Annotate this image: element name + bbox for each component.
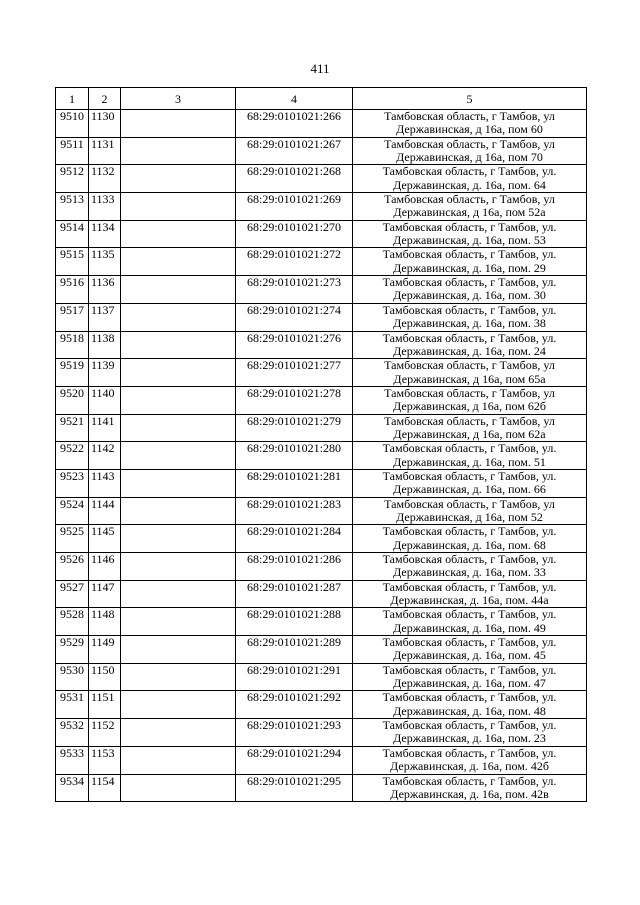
address-line-2: Державинская, д. 16а, пом. 66: [393, 482, 546, 497]
address-line-1: Тамбовская область, г Тамбов, ул: [384, 358, 555, 373]
address-line-1: Тамбовская область, г Тамбов, ул.: [382, 580, 557, 594]
row-number-cell: 9532: [56, 719, 89, 747]
address-line-2: Державинская, д. 16а, пом. 24: [393, 343, 546, 358]
address-line-2: Державинская, д. 16а, пом. 64: [393, 177, 546, 192]
empty-cell: [121, 525, 236, 553]
address-cell: [353, 248, 587, 276]
address-cell: [353, 137, 587, 165]
registry-number-cell: 1142: [89, 442, 121, 470]
address-line-2: Державинская, д. 16а, пом. 38: [393, 316, 546, 331]
table-header-row: [56, 88, 587, 110]
table-row: [56, 220, 587, 248]
empty-cell: [121, 663, 236, 691]
address-line-1: Тамбовская область, г Тамбов, ул.: [382, 524, 557, 539]
address-line-1: Тамбовская область, г Тамбов, ул.: [382, 220, 557, 234]
table-row: [56, 276, 587, 304]
address-cell: [353, 386, 587, 414]
address-line-1: Тамбовская область, г Тамбов, ул: [384, 497, 555, 511]
empty-cell: [121, 497, 236, 525]
table-body: [56, 110, 587, 802]
table-row: [56, 497, 587, 525]
cadastral-number-cell: 68:29:0101021:269: [236, 193, 353, 221]
row-number-cell: 9534: [56, 774, 89, 802]
cadastral-number-cell: 68:29:0101021:279: [236, 414, 353, 442]
empty-cell: [121, 110, 236, 138]
address-line-1: Тамбовская область, г Тамбов, ул.: [382, 774, 557, 788]
address-line-1: Тамбовская область, г Тамбов, ул.: [382, 690, 557, 705]
empty-cell: [121, 719, 236, 747]
empty-cell: [121, 276, 236, 304]
address-cell: [353, 525, 587, 553]
address-line-2: Державинская, д. 16а, пом. 48: [393, 703, 546, 718]
property-registry-table: [55, 87, 587, 802]
row-number-cell: 9520: [56, 386, 89, 414]
cadastral-number-cell: 68:29:0101021:283: [236, 497, 353, 525]
table-row: [56, 442, 587, 470]
row-number-cell: 9516: [56, 276, 89, 304]
cadastral-number-cell: 68:29:0101021:274: [236, 303, 353, 331]
address-line-2: Державинская, д 16а, пом 62б: [393, 399, 546, 414]
address-line-1: Тамбовская область, г Тамбов, ул.: [382, 275, 557, 290]
registry-number-cell: 1148: [89, 608, 121, 636]
address-line-1: Тамбовская область, г Тамбов, ул: [384, 109, 555, 123]
address-cell: [353, 636, 587, 664]
address-cell: [353, 663, 587, 691]
cadastral-number-cell: 68:29:0101021:287: [236, 580, 353, 608]
row-number-cell: 9517: [56, 303, 89, 331]
cadastral-number-cell: 68:29:0101021:292: [236, 691, 353, 719]
cadastral-number-cell: 68:29:0101021:293: [236, 719, 353, 747]
cadastral-number-cell: 68:29:0101021:276: [236, 331, 353, 359]
row-number-cell: 9526: [56, 553, 89, 581]
table-row: [56, 525, 587, 553]
address-line-1: Тамбовская область, г Тамбов, ул.: [382, 247, 557, 262]
address-line-1: Тамбовская область, г Тамбов, ул.: [382, 164, 557, 179]
table-row: [56, 636, 587, 664]
empty-cell: [121, 220, 236, 248]
address-line-1: Тамбовская область, г Тамбов, ул: [384, 414, 555, 428]
registry-number-cell: 1136: [89, 276, 121, 304]
registry-number-cell: 1149: [89, 636, 121, 664]
address-cell: [353, 746, 587, 774]
cadastral-number-cell: 68:29:0101021:288: [236, 608, 353, 636]
address-line-2: Державинская, д 16а, пом 60: [396, 122, 543, 137]
empty-cell: [121, 359, 236, 387]
address-line-2: Державинская, д 16а, пом 65а: [393, 371, 546, 386]
registry-number-cell: 1137: [89, 303, 121, 331]
registry-number-cell: 1152: [89, 719, 121, 747]
address-line-2: Державинская, д. 16а, пом. 45: [393, 648, 546, 663]
table-row: [56, 193, 587, 221]
row-number-cell: 9519: [56, 359, 89, 387]
cadastral-number-cell: 68:29:0101021:267: [236, 137, 353, 165]
cadastral-number-cell: 68:29:0101021:273: [236, 276, 353, 304]
registry-number-cell: 1144: [89, 497, 121, 525]
registry-number-cell: 1154: [89, 774, 121, 802]
registry-number-cell: 1141: [89, 414, 121, 442]
column-header-2: 2: [89, 88, 121, 110]
table-row: [56, 746, 587, 774]
registry-number-cell: 1150: [89, 663, 121, 691]
row-number-cell: 9510: [56, 110, 89, 138]
table-row: [56, 359, 587, 387]
cadastral-number-cell: 68:29:0101021:284: [236, 525, 353, 553]
table-row: [56, 580, 587, 608]
empty-cell: [121, 331, 236, 359]
table-row: [56, 774, 587, 802]
address-line-1: Тамбовская область, г Тамбов, ул.: [382, 552, 557, 566]
registry-number-cell: 1145: [89, 525, 121, 553]
address-line-1: Тамбовская область, г Тамбов, ул.: [382, 663, 557, 677]
row-number-cell: 9522: [56, 442, 89, 470]
row-number-cell: 9528: [56, 608, 89, 636]
address-cell: [353, 110, 587, 138]
address-line-2: Державинская, д. 16а, пом. 30: [393, 288, 546, 303]
empty-cell: [121, 165, 236, 193]
address-line-2: Державинская, д 16а, пом 52а: [393, 205, 546, 220]
column-header-5: 5: [353, 88, 587, 110]
empty-cell: [121, 636, 236, 664]
address-line-2: Державинская, д. 16а, пом. 42в: [390, 786, 549, 801]
row-number-cell: 9523: [56, 469, 89, 497]
row-number-cell: 9512: [56, 165, 89, 193]
address-cell: [353, 276, 587, 304]
empty-cell: [121, 414, 236, 442]
row-number-cell: 9531: [56, 691, 89, 719]
address-cell: [353, 165, 587, 193]
address-line-2: Державинская, д. 16а, пом. 68: [393, 537, 546, 552]
registry-number-cell: 1143: [89, 469, 121, 497]
registry-number-cell: 1139: [89, 359, 121, 387]
table-row: [56, 110, 587, 138]
empty-cell: [121, 137, 236, 165]
table-row: [56, 331, 587, 359]
empty-cell: [121, 193, 236, 221]
empty-cell: [121, 386, 236, 414]
address-line-2: Державинская, д. 16а, пом. 29: [393, 260, 546, 275]
cadastral-number-cell: 68:29:0101021:295: [236, 774, 353, 802]
registry-number-cell: 1133: [89, 193, 121, 221]
table-row: [56, 719, 587, 747]
empty-cell: [121, 469, 236, 497]
cadastral-number-cell: 68:29:0101021:277: [236, 359, 353, 387]
row-number-cell: 9529: [56, 636, 89, 664]
cadastral-number-cell: 68:29:0101021:268: [236, 165, 353, 193]
table-row: [56, 137, 587, 165]
address-line-2: Державинская, д 16а, пом 62а: [393, 426, 546, 441]
address-cell: [353, 220, 587, 248]
address-line-1: Тамбовская область, г Тамбов, ул.: [382, 718, 557, 733]
empty-cell: [121, 553, 236, 581]
table-row: [56, 553, 587, 581]
address-line-1: Тамбовская область, г Тамбов, ул: [384, 386, 555, 400]
address-line-1: Тамбовская область, г Тамбов, ул.: [382, 303, 557, 317]
address-line-2: Державинская, д. 16а, пом. 23: [393, 731, 546, 746]
row-number-cell: 9513: [56, 193, 89, 221]
row-number-cell: 9514: [56, 220, 89, 248]
row-number-cell: 9521: [56, 414, 89, 442]
table-row: [56, 248, 587, 276]
address-line-1: Тамбовская область, г Тамбов, ул.: [382, 635, 557, 650]
address-line-2: Державинская, д. 16а, пом. 47: [393, 676, 546, 691]
address-line-2: Державинская, д. 16а, пом. 49: [393, 620, 546, 635]
column-header-3: 3: [121, 88, 236, 110]
address-line-2: Державинская, д 16а, пом 70: [396, 150, 543, 165]
address-line-1: Тамбовская область, г Тамбов, ул: [384, 137, 555, 151]
address-line-1: Тамбовская область, г Тамбов, ул.: [382, 331, 557, 345]
address-cell: [353, 608, 587, 636]
row-number-cell: 9527: [56, 580, 89, 608]
empty-cell: [121, 746, 236, 774]
registry-number-cell: 1151: [89, 691, 121, 719]
table-row: [56, 663, 587, 691]
address-cell: [353, 414, 587, 442]
registry-number-cell: 1134: [89, 220, 121, 248]
address-cell: [353, 691, 587, 719]
table-row: [56, 608, 587, 636]
address-cell: [353, 359, 587, 387]
table-row: [56, 469, 587, 497]
table-row: [56, 691, 587, 719]
address-line-2: Державинская, д. 16а, пом. 42б: [390, 759, 549, 774]
empty-cell: [121, 248, 236, 276]
address-line-1: Тамбовская область, г Тамбов, ул.: [382, 746, 557, 760]
registry-number-cell: 1135: [89, 248, 121, 276]
cadastral-number-cell: 68:29:0101021:272: [236, 248, 353, 276]
cadastral-number-cell: 68:29:0101021:289: [236, 636, 353, 664]
registry-number-cell: 1132: [89, 165, 121, 193]
empty-cell: [121, 303, 236, 331]
address-cell: [353, 331, 587, 359]
address-cell: [353, 580, 587, 608]
address-cell: [353, 719, 587, 747]
empty-cell: [121, 774, 236, 802]
row-number-cell: 9533: [56, 746, 89, 774]
address-cell: [353, 774, 587, 802]
empty-cell: [121, 580, 236, 608]
registry-number-cell: 1153: [89, 746, 121, 774]
empty-cell: [121, 608, 236, 636]
page-number: 411: [310, 61, 330, 76]
address-cell: [353, 303, 587, 331]
address-line-2: Державинская, д. 16а, пом. 44а: [390, 593, 549, 608]
address-line-2: Державинская, д. 16а, пом. 51: [393, 454, 546, 469]
cadastral-number-cell: 68:29:0101021:281: [236, 469, 353, 497]
address-cell: [353, 553, 587, 581]
registry-number-cell: 1140: [89, 386, 121, 414]
cadastral-number-cell: 68:29:0101021:266: [236, 110, 353, 138]
registry-number-cell: 1138: [89, 331, 121, 359]
address-line-1: Тамбовская область, г Тамбов, ул.: [382, 469, 557, 483]
empty-cell: [121, 442, 236, 470]
registry-number-cell: 1147: [89, 580, 121, 608]
empty-cell: [121, 691, 236, 719]
column-header-4: 4: [236, 88, 353, 110]
address-cell: [353, 193, 587, 221]
registry-number-cell: 1146: [89, 553, 121, 581]
row-number-cell: 9511: [56, 137, 89, 165]
row-number-cell: 9518: [56, 331, 89, 359]
cadastral-number-cell: 68:29:0101021:278: [236, 386, 353, 414]
address-line-1: Тамбовская область, г Тамбов, ул: [384, 192, 555, 207]
address-line-2: Державинская, д 16а, пом 52: [396, 509, 543, 524]
cadastral-number-cell: 68:29:0101021:294: [236, 746, 353, 774]
table-row: [56, 414, 587, 442]
table-row: [56, 386, 587, 414]
cadastral-number-cell: 68:29:0101021:291: [236, 663, 353, 691]
cadastral-number-cell: 68:29:0101021:286: [236, 553, 353, 581]
row-number-cell: 9515: [56, 248, 89, 276]
address-line-1: Тамбовская область, г Тамбов, ул.: [382, 441, 557, 456]
address-line-1: Тамбовская область, г Тамбов, ул.: [382, 607, 557, 622]
address-line-2: Державинская, д. 16а, пом. 33: [393, 565, 546, 580]
cadastral-number-cell: 68:29:0101021:280: [236, 442, 353, 470]
table-row: [56, 165, 587, 193]
registry-number-cell: 1131: [89, 137, 121, 165]
table-row: [56, 303, 587, 331]
address-line-2: Державинская, д. 16а, пом. 53: [393, 233, 546, 248]
registry-number-cell: 1130: [89, 110, 121, 138]
address-cell: [353, 469, 587, 497]
address-cell: [353, 442, 587, 470]
address-cell: [353, 497, 587, 525]
row-number-cell: 9530: [56, 663, 89, 691]
row-number-cell: 9524: [56, 497, 89, 525]
column-header-1: 1: [56, 88, 89, 110]
cadastral-number-cell: 68:29:0101021:270: [236, 220, 353, 248]
row-number-cell: 9525: [56, 525, 89, 553]
